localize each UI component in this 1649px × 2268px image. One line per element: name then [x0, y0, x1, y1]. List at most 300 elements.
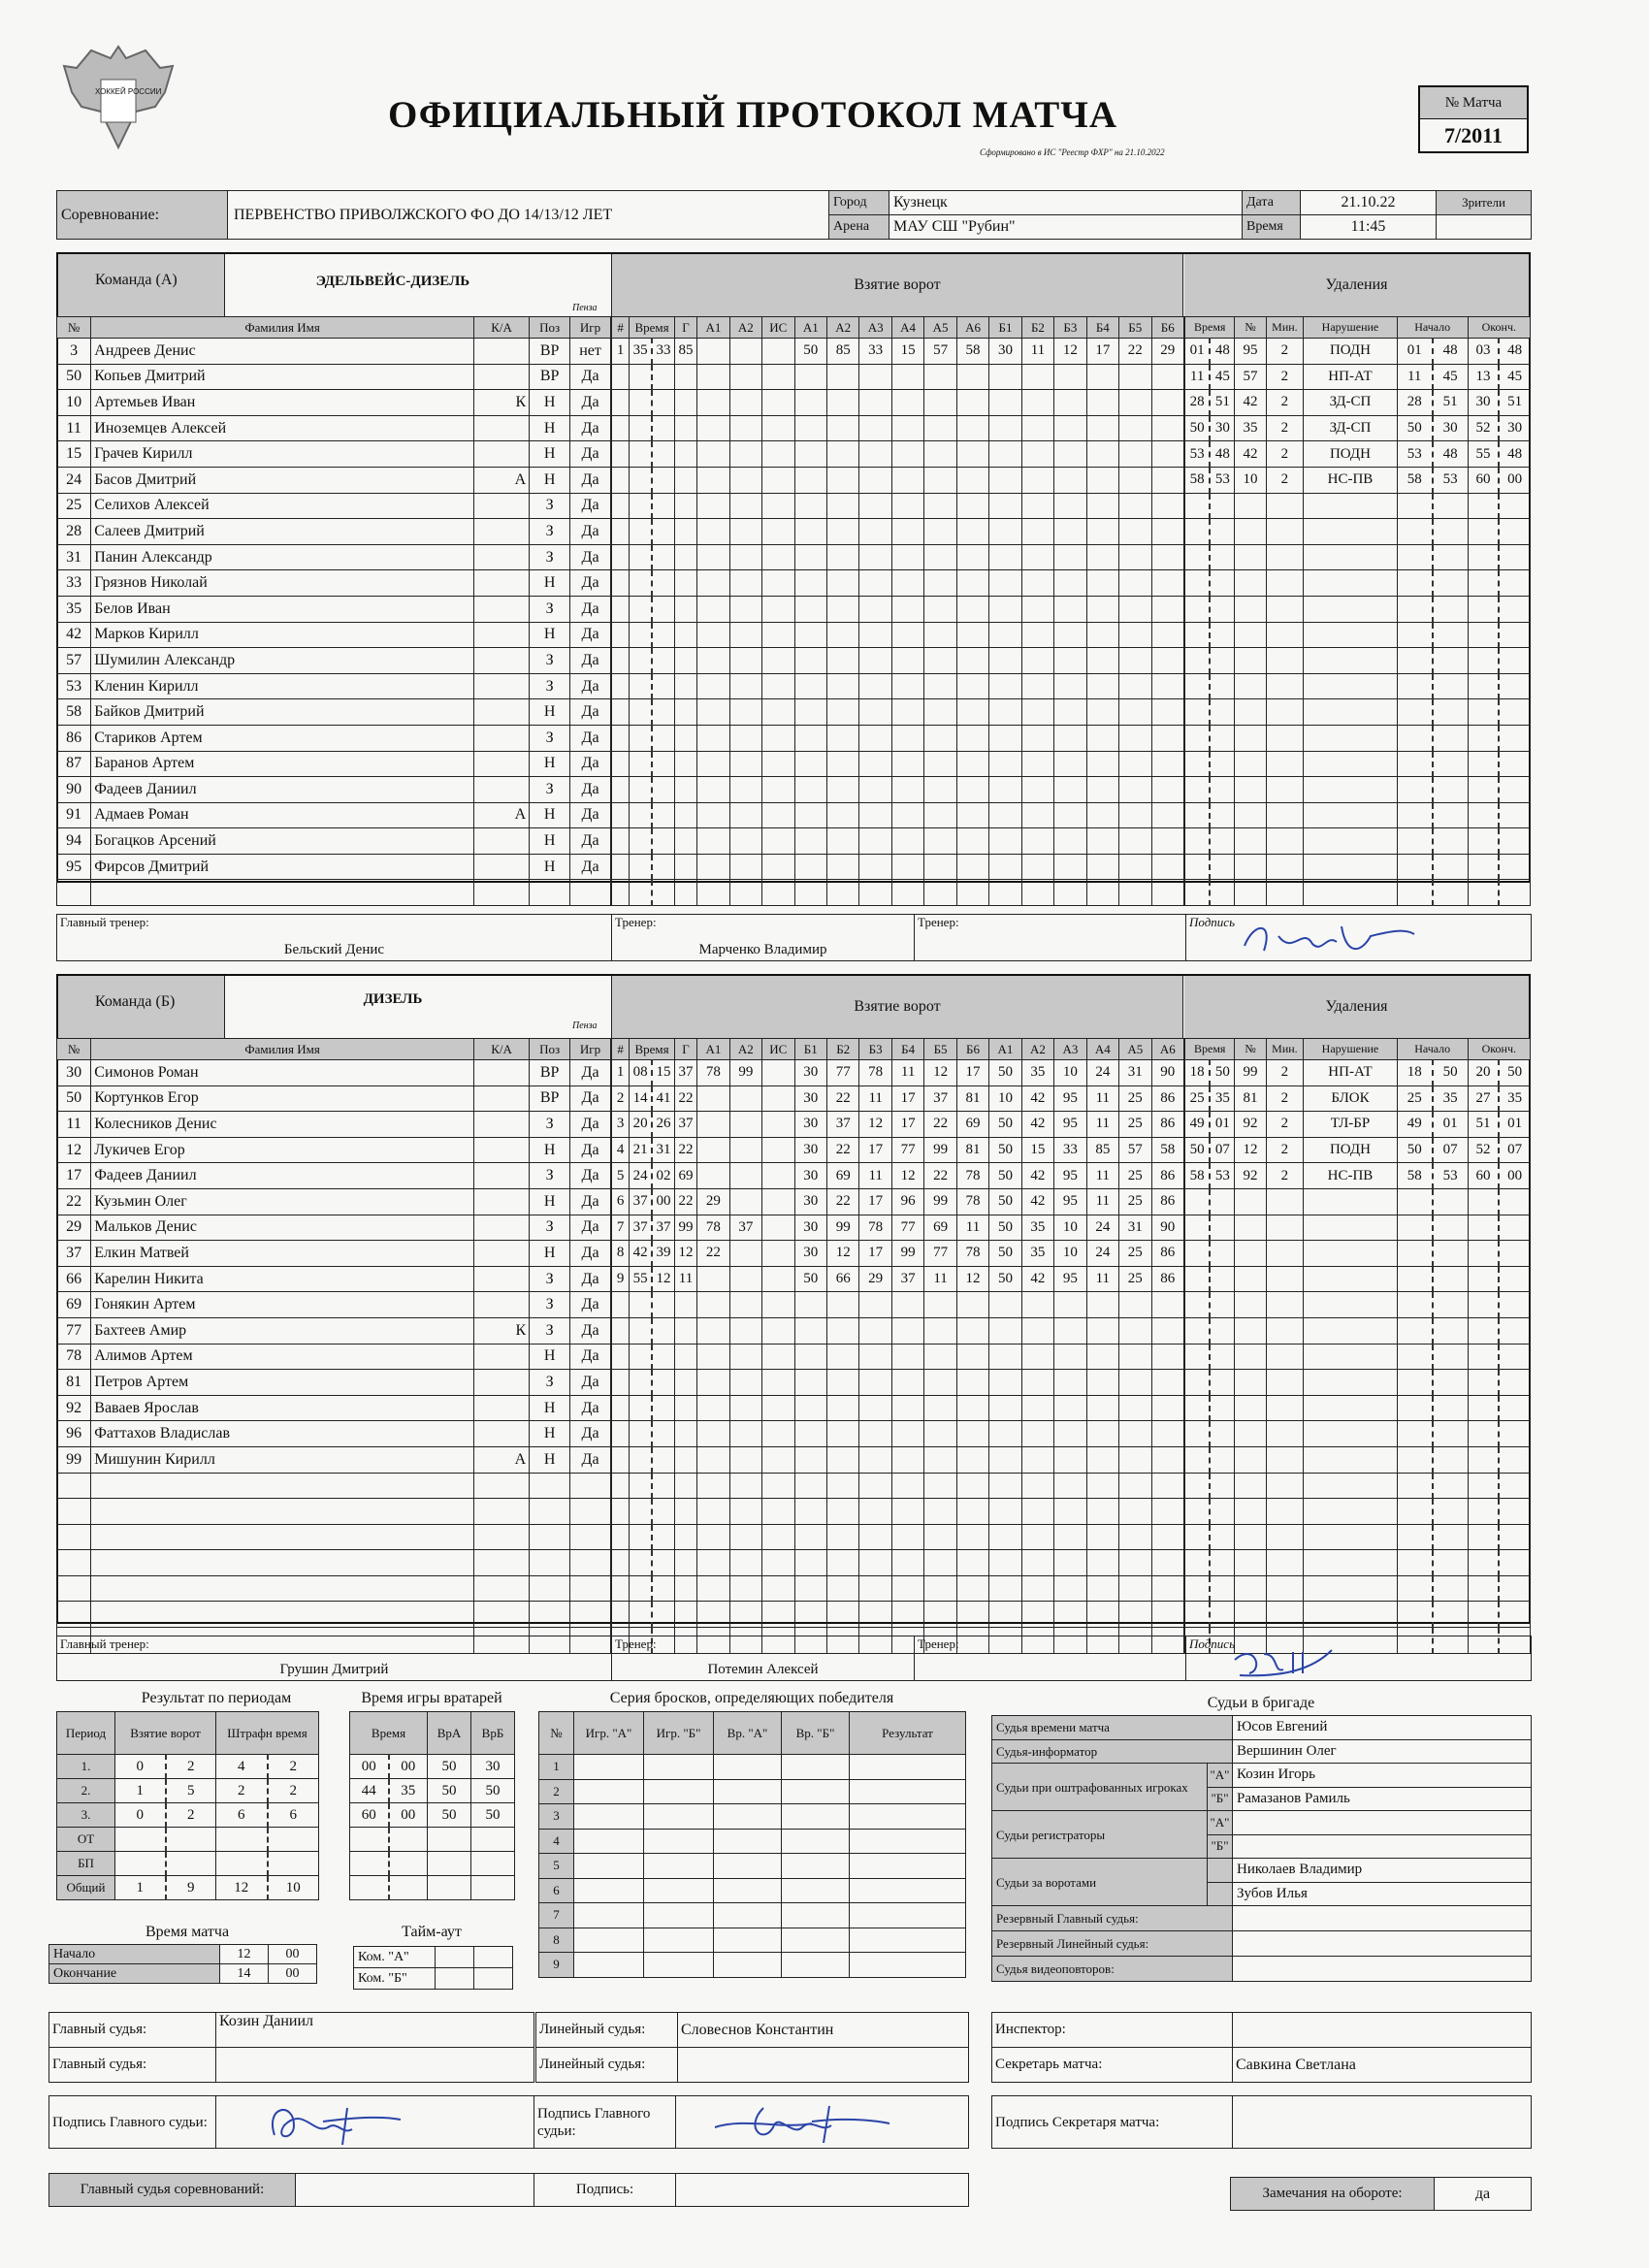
penalty-cell	[1185, 1370, 1211, 1396]
goal-cell	[1151, 1575, 1183, 1602]
goal-cell	[762, 1215, 794, 1241]
period-cell	[216, 1852, 268, 1876]
goal-cell	[729, 828, 761, 855]
goal-cell: 30	[989, 339, 1021, 365]
goal-cell	[1054, 1575, 1086, 1602]
goal-cell	[1021, 441, 1053, 468]
goal-cell	[1054, 854, 1086, 880]
player-pos: З	[530, 1370, 570, 1396]
goal-cell	[612, 1344, 630, 1370]
goal-cell	[1119, 1344, 1151, 1370]
goal-cell	[762, 751, 794, 777]
player-pos	[530, 1524, 570, 1550]
penalty-row	[1185, 1215, 1531, 1241]
penalty-cell	[1433, 493, 1468, 519]
player-pos: ВР	[530, 1085, 570, 1112]
player-pos: З	[530, 648, 570, 674]
comp-sig-label: Подпись:	[534, 2174, 676, 2207]
goal-cell	[1119, 622, 1151, 648]
goal-cell	[652, 364, 674, 390]
player-row	[57, 622, 611, 648]
goal-col-header: ИС	[762, 1039, 794, 1060]
city-label: Город	[829, 191, 889, 215]
shootout-cell	[574, 1755, 644, 1780]
goal-row	[612, 1602, 1184, 1628]
player-row	[57, 441, 611, 468]
penalty-row	[1185, 570, 1531, 597]
penalty-cell	[1499, 802, 1530, 828]
goal-cell	[1151, 1499, 1183, 1525]
penalty-cell	[1397, 596, 1432, 622]
penalty-row	[1185, 364, 1531, 390]
goal-cell	[1021, 1370, 1053, 1396]
goal-cell	[1021, 699, 1053, 726]
goal-cell	[826, 1421, 858, 1447]
player-row	[57, 1473, 611, 1499]
player-pos: Н	[530, 1421, 570, 1447]
goal-cell	[652, 493, 674, 519]
penalty-row	[1185, 648, 1531, 674]
player-name	[91, 1550, 474, 1576]
goal-cell	[859, 441, 891, 468]
player-play: Да	[570, 441, 611, 468]
penalty-cell	[1304, 596, 1398, 622]
goal-cell	[652, 1446, 674, 1473]
penalty-cell	[1304, 519, 1398, 545]
generated-note: Сформировано в ИС "Реестр ФХР" на 21.10.2022	[980, 147, 1165, 157]
player-play: Да	[570, 1395, 611, 1421]
penalty-cell	[1499, 1370, 1530, 1396]
penalty-cell	[1185, 1550, 1211, 1576]
time-value: 11:45	[1301, 215, 1437, 240]
goal-cell	[630, 596, 652, 622]
penalty-cell: ПОДН	[1304, 339, 1398, 365]
goal-cell	[1151, 519, 1183, 545]
penalty-cell	[1210, 596, 1235, 622]
goal-cell	[1021, 880, 1053, 906]
goal-cell: 30	[794, 1112, 826, 1138]
player-no	[57, 1499, 91, 1525]
player-no: 81	[57, 1370, 91, 1396]
goal-cell	[612, 699, 630, 726]
official-value: Николаев Владимир	[1233, 1859, 1532, 1883]
goal-cell	[794, 1575, 826, 1602]
penalty-cell	[1397, 1421, 1432, 1447]
penalty-cell	[1468, 1292, 1499, 1318]
player-no: 87	[57, 751, 91, 777]
penalty-cell	[1235, 1215, 1266, 1241]
goal-cell	[612, 441, 630, 468]
penalty-cell	[1210, 828, 1235, 855]
goal-cell	[924, 1370, 956, 1396]
player-pos: Н	[530, 390, 570, 416]
goal-cell	[762, 1317, 794, 1344]
goal-cell	[826, 1317, 858, 1344]
goal-cell	[762, 622, 794, 648]
shootout-cell	[714, 1928, 782, 1953]
goal-cell	[612, 880, 630, 906]
penalty-cell	[1468, 1266, 1499, 1292]
main-ref2-label: Главный судья:	[49, 2048, 216, 2083]
penalty-cell	[1433, 1395, 1468, 1421]
penalty-row	[1185, 1446, 1531, 1473]
inspector-secretary	[991, 2012, 1532, 2083]
goal-cell	[794, 1395, 826, 1421]
penalty-row	[1185, 828, 1531, 855]
goal-cell	[1021, 596, 1053, 622]
penalty-cell	[1266, 828, 1304, 855]
penalty-cell	[1235, 699, 1266, 726]
penalty-cell	[1468, 1575, 1499, 1602]
player-name: Елкин Матвей	[91, 1241, 474, 1267]
penalty-cell	[1185, 596, 1211, 622]
goal-cell	[826, 570, 858, 597]
player-no: 33	[57, 570, 91, 597]
shootout-cell	[850, 1854, 966, 1879]
goal-cell	[762, 1266, 794, 1292]
player-row	[57, 364, 611, 390]
goal-row	[612, 441, 1184, 468]
goal-cell	[924, 880, 956, 906]
team-b-signature-label: Подпись	[1189, 1636, 1235, 1651]
goal-cell	[1151, 570, 1183, 597]
penalty-cell	[1235, 1292, 1266, 1318]
player-row	[57, 854, 611, 880]
player-row	[57, 673, 611, 699]
team-b-roster	[56, 1038, 611, 1654]
period-cell: 0	[115, 1803, 166, 1828]
goal-cell	[1054, 725, 1086, 751]
goal-col-header: А5	[1119, 1039, 1151, 1060]
penalty-cell	[1266, 596, 1304, 622]
goal-cell	[1054, 364, 1086, 390]
penalty-cell: 60	[1468, 467, 1499, 493]
official-side	[1208, 1859, 1233, 1883]
player-play: Да	[570, 1241, 611, 1267]
goal-cell	[674, 1602, 696, 1628]
goal-cell	[859, 1292, 891, 1318]
goal-row	[612, 519, 1184, 545]
goal-cell	[826, 725, 858, 751]
goal-cell	[630, 1602, 652, 1628]
goal-cell	[826, 1395, 858, 1421]
goal-cell	[1054, 1446, 1086, 1473]
player-name: Лукичев Егор	[91, 1137, 474, 1163]
goal-cell	[612, 854, 630, 880]
goal-cell: 17	[891, 1085, 923, 1112]
penalty-cell	[1499, 622, 1530, 648]
goal-cell	[794, 1473, 826, 1499]
player-row	[57, 1524, 611, 1550]
gk-row	[350, 1852, 515, 1876]
goal-cell	[762, 1473, 794, 1499]
period-cell: 2.	[57, 1779, 115, 1803]
penalty-cell: 50	[1499, 1060, 1530, 1086]
period-cell: 6	[268, 1803, 319, 1828]
penalty-cell	[1185, 1499, 1211, 1525]
goal-cell	[1086, 648, 1118, 674]
penalty-cell	[1468, 751, 1499, 777]
goal-cell	[1119, 880, 1151, 906]
gk-cell	[471, 1876, 515, 1900]
arena-value: МАУ СШ "Рубин"	[889, 215, 1243, 240]
timeout-title: Тайм-аут	[402, 1924, 462, 1940]
goal-cell: 37	[826, 1112, 858, 1138]
player-no	[57, 1575, 91, 1602]
player-ka	[473, 1499, 529, 1525]
goal-cell	[794, 1421, 826, 1447]
shootout-no: 4	[539, 1829, 574, 1854]
goal-cell	[652, 777, 674, 803]
team-a-penalties-table	[1184, 316, 1531, 906]
goal-row	[612, 1395, 1184, 1421]
penalty-cell	[1266, 1446, 1304, 1473]
goal-cell: 20	[630, 1112, 652, 1138]
player-name: Белов Иван	[91, 596, 474, 622]
goal-cell	[891, 415, 923, 441]
goal-cell	[1086, 364, 1118, 390]
penalty-cell	[1304, 1395, 1398, 1421]
goal-cell	[674, 1421, 696, 1447]
penalty-cell	[1210, 1215, 1235, 1241]
goal-row	[612, 1317, 1184, 1344]
goal-cell	[1021, 1524, 1053, 1550]
goal-col-header: А3	[859, 317, 891, 339]
penalty-cell	[1499, 880, 1530, 906]
penalty-cell	[1397, 1550, 1432, 1576]
goal-col-header: ИС	[762, 317, 794, 339]
penalty-row	[1185, 1344, 1531, 1370]
goal-cell	[794, 1524, 826, 1550]
shootout-cell	[714, 1829, 782, 1854]
team-a-signature-label: Подпись	[1189, 915, 1235, 929]
penalty-cell	[1468, 544, 1499, 570]
penalty-cell	[1397, 1266, 1432, 1292]
penalty-cell	[1397, 828, 1432, 855]
official-row	[992, 1811, 1532, 1835]
penalty-cell	[1210, 1602, 1235, 1628]
goal-cell	[1151, 777, 1183, 803]
gk-col-header: Время	[350, 1712, 428, 1755]
penalty-cell	[1210, 1524, 1235, 1550]
penalty-cell: 30	[1433, 415, 1468, 441]
penalty-cell	[1397, 854, 1432, 880]
goal-cell: 58	[1151, 1137, 1183, 1163]
penalty-cell	[1468, 725, 1499, 751]
goal-cell	[697, 467, 729, 493]
goal-row	[612, 1085, 1184, 1112]
penalty-cell	[1210, 648, 1235, 674]
roster-header: Игр	[570, 1039, 611, 1060]
penalty-cell	[1433, 777, 1468, 803]
player-pos: Н	[530, 854, 570, 880]
player-pos: Н	[530, 1137, 570, 1163]
player-pos: Н	[530, 1188, 570, 1215]
player-play: Да	[570, 1137, 611, 1163]
penalty-cell	[1468, 880, 1499, 906]
goal-cell	[612, 725, 630, 751]
team-a-head-coach-label: Главный тренер:	[60, 915, 149, 929]
penalty-row	[1185, 1112, 1531, 1138]
pen-col-header: Нарушение	[1304, 317, 1398, 339]
penalty-cell: 60	[1468, 1163, 1499, 1189]
penalty-cell	[1499, 1395, 1530, 1421]
goal-cell	[891, 1292, 923, 1318]
goal-cell	[1119, 596, 1151, 622]
penalty-cell: 53	[1210, 467, 1235, 493]
period-cell	[115, 1828, 166, 1852]
penalty-cell	[1185, 1473, 1211, 1499]
pen-col-header: Начало	[1397, 317, 1468, 339]
penalty-cell	[1397, 673, 1432, 699]
penalty-cell: 30	[1210, 415, 1235, 441]
goal-cell	[652, 390, 674, 416]
goal-cell	[697, 1370, 729, 1396]
penalty-cell	[1433, 802, 1468, 828]
period-cell: 2	[216, 1779, 268, 1803]
goal-cell	[652, 1344, 674, 1370]
goal-cell	[1151, 1395, 1183, 1421]
penalty-cell	[1468, 1446, 1499, 1473]
goal-row	[612, 1188, 1184, 1215]
match-time-table	[48, 1944, 317, 1984]
goal-col-header: А6	[1151, 1039, 1183, 1060]
goal-cell	[794, 828, 826, 855]
goal-cell	[652, 1524, 674, 1550]
goal-cell	[697, 1524, 729, 1550]
penalty-cell	[1499, 1241, 1530, 1267]
penalty-cell: 2	[1266, 441, 1304, 468]
penalty-cell	[1304, 1266, 1398, 1292]
penalty-cell	[1468, 1215, 1499, 1241]
official-label: Резервный Линейный судья:	[992, 1931, 1233, 1957]
goal-cell	[762, 1163, 794, 1189]
player-no: 28	[57, 519, 91, 545]
shootout-cell	[714, 1854, 782, 1879]
penalty-cell	[1185, 1524, 1211, 1550]
penalty-cell: 2	[1266, 415, 1304, 441]
player-row	[57, 1241, 611, 1267]
player-no: 95	[57, 854, 91, 880]
period-cell: 6	[216, 1803, 268, 1828]
goal-cell	[1054, 544, 1086, 570]
penalty-cell	[1433, 596, 1468, 622]
penalty-cell: 48	[1210, 441, 1235, 468]
goal-cell	[891, 622, 923, 648]
shootout-cell	[782, 1829, 850, 1854]
main-ref1-label: Главный судья:	[49, 2013, 216, 2048]
goal-cell	[762, 1575, 794, 1602]
player-play: нет	[570, 339, 611, 365]
shootout-no: 8	[539, 1928, 574, 1953]
official-value	[1233, 1906, 1532, 1931]
goal-cell: 31	[1119, 1060, 1151, 1086]
goal-cell: 17	[891, 1112, 923, 1138]
goal-cell	[891, 751, 923, 777]
penalty-cell	[1185, 802, 1211, 828]
goal-cell	[630, 673, 652, 699]
penalty-cell: 01	[1433, 1112, 1468, 1138]
goal-cell	[1119, 854, 1151, 880]
penalty-cell: 48	[1433, 441, 1468, 468]
player-no: 17	[57, 1163, 91, 1189]
penalty-cell	[1185, 1446, 1211, 1473]
shootout-row	[539, 1779, 966, 1804]
goal-cell	[956, 699, 988, 726]
shootout-cell	[782, 1804, 850, 1830]
penalty-row	[1185, 777, 1531, 803]
player-ka	[473, 1575, 529, 1602]
goal-cell	[729, 854, 761, 880]
goal-cell	[1054, 570, 1086, 597]
penalty-cell	[1210, 854, 1235, 880]
goal-cell	[674, 802, 696, 828]
periods-title: Результат по периодам	[141, 1690, 292, 1706]
goal-cell	[1054, 1317, 1086, 1344]
player-pos: Н	[530, 467, 570, 493]
penalty-cell	[1235, 544, 1266, 570]
goal-cell	[826, 467, 858, 493]
timeout-b-label: Ком. "Б"	[354, 1968, 436, 1990]
goal-cell: 22	[826, 1188, 858, 1215]
goal-col-header: А4	[1086, 1039, 1118, 1060]
penalty-cell	[1499, 1215, 1530, 1241]
penalty-cell	[1266, 519, 1304, 545]
penalty-cell	[1499, 1473, 1530, 1499]
goal-cell	[826, 1524, 858, 1550]
goal-cell: 41	[652, 1085, 674, 1112]
goal-cell	[1054, 828, 1086, 855]
penalty-cell	[1433, 648, 1468, 674]
player-no: 90	[57, 777, 91, 803]
player-name	[91, 1602, 474, 1628]
goal-cell	[674, 415, 696, 441]
goal-cell	[924, 1550, 956, 1576]
player-name: Андреев Денис	[91, 339, 474, 365]
official-value: Рамазанов Рамиль	[1233, 1787, 1532, 1811]
penalty-cell	[1185, 725, 1211, 751]
goal-col-header: А1	[989, 1039, 1021, 1060]
player-ka: А	[473, 802, 529, 828]
penalty-row	[1185, 1060, 1531, 1086]
penalty-cell	[1433, 1188, 1468, 1215]
team-a-label: Команда (А)	[95, 272, 178, 288]
gk-cell: 50	[428, 1803, 471, 1828]
shootout-cell	[714, 1903, 782, 1928]
team-a-penalties-title: Удаления	[1184, 254, 1529, 316]
penalty-cell: НС-ПВ	[1304, 467, 1398, 493]
penalty-cell	[1185, 699, 1211, 726]
penalty-cell	[1235, 1499, 1266, 1525]
penalty-cell	[1210, 1499, 1235, 1525]
goal-cell	[794, 415, 826, 441]
goal-cell	[630, 1395, 652, 1421]
player-row	[57, 1137, 611, 1163]
goal-cell: 57	[1119, 1137, 1151, 1163]
player-play	[570, 1575, 611, 1602]
penalty-cell: 53	[1210, 1163, 1235, 1189]
goal-cell	[1119, 1575, 1151, 1602]
goal-cell	[891, 725, 923, 751]
goal-cell	[1086, 622, 1118, 648]
goal-cell	[826, 493, 858, 519]
roster-header: Игр	[570, 317, 611, 339]
player-pos: З	[530, 1112, 570, 1138]
penalty-cell: 48	[1499, 441, 1530, 468]
penalty-cell	[1210, 1241, 1235, 1267]
roster-header: №	[57, 317, 91, 339]
goal-cell	[630, 1524, 652, 1550]
